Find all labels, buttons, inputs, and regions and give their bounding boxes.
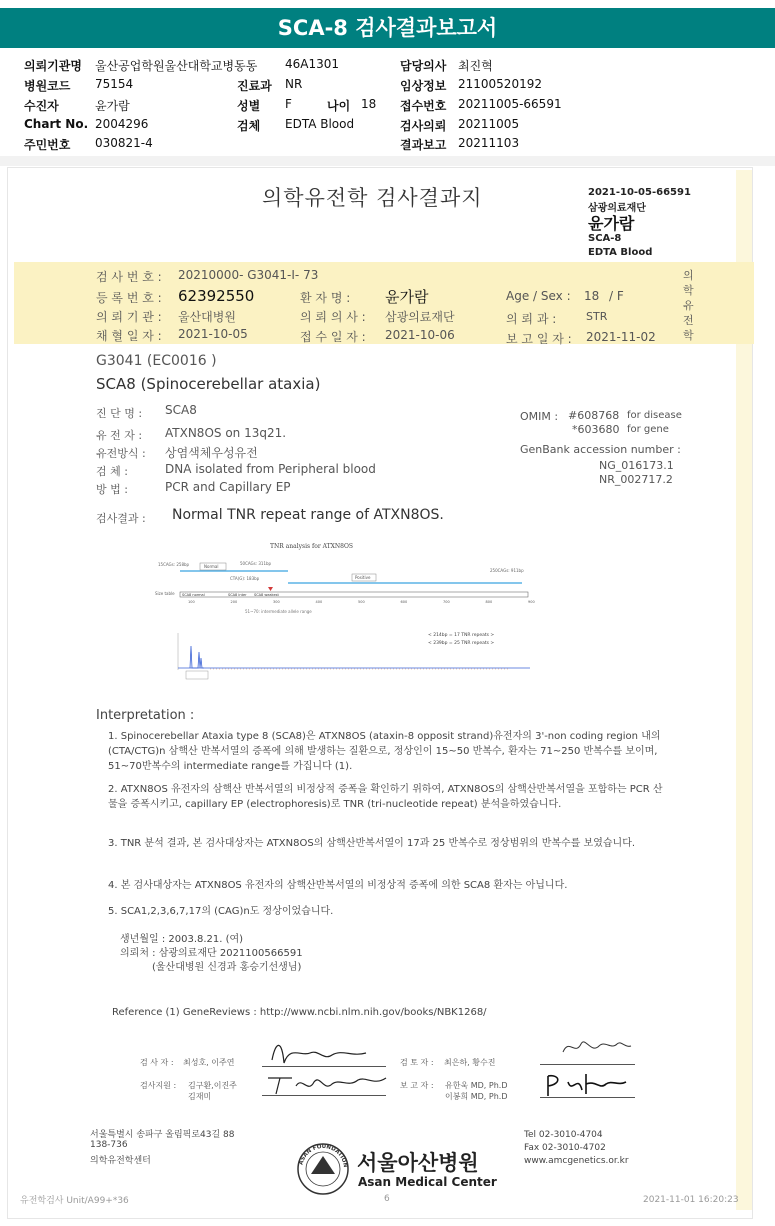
label-250cag: 250CAGs: 911bp <box>490 568 524 573</box>
doc-id: 2021-10-05-66591 <box>588 187 691 198</box>
fax: Fax 02-3010-4702 <box>524 1143 606 1153</box>
page-number: 6 <box>384 1194 390 1204</box>
header-label: 검사의뢰 <box>400 119 447 133</box>
omim-disease: #608768 <box>568 409 620 422</box>
interp-item-4: 4. 본 검사대상자는 ATXN8OS 유전자의 삼핵산반복서열의 비정상적 증폭에 의한 SCA8 환자는 아닙니다. <box>108 880 568 891</box>
support-names-2: 김재미 <box>188 1092 212 1101</box>
reporter-signature <box>540 1068 630 1100</box>
header-value: 20211103 <box>458 136 520 150</box>
exam-no: 20210000- G3041-I- 73 <box>178 268 319 282</box>
collect-label: 채 혈 일 자 : <box>96 329 162 343</box>
peak-label-2: < 239bp = 25 TNR repeats > <box>428 641 495 646</box>
header-value: 20211005 <box>458 117 520 131</box>
reviewer-sign-line <box>540 1064 635 1065</box>
label-cta: CTA(G): 183bp <box>230 576 260 581</box>
header-value: F <box>285 97 292 111</box>
marker-arrow <box>268 587 273 591</box>
header-value: 18 <box>361 97 377 111</box>
header-value: 20211005-66591 <box>458 97 562 111</box>
specimen-label: EDTA Blood <box>588 247 653 258</box>
header-value: 46A1301 <box>285 57 340 71</box>
gene-value: ATXN8OS on 13q21. <box>165 426 287 440</box>
ref-org-label: 의 뢰 기 관 : <box>96 310 162 324</box>
omim-label: OMIM : <box>520 410 559 423</box>
report-label: 보 고 일 자 : <box>506 332 572 346</box>
size-tick-label: 800 <box>485 600 493 604</box>
test-code: G3041 (EC0016 ) <box>96 353 217 369</box>
interp-title: Interpretation : <box>96 708 195 723</box>
exam-no-label: 검 사 번 호 : <box>96 270 162 284</box>
header-label: 수진자 <box>24 99 59 113</box>
specimen-label: 검 체 : <box>96 465 128 478</box>
ref-doc-label: 의 뢰 의 사 : <box>300 310 366 324</box>
support-names-1: 김구환,이진주 <box>188 1081 237 1090</box>
header-label: Chart No. <box>24 117 89 131</box>
label-50cag: 50CAGs: 311bp <box>240 561 272 566</box>
peak-box <box>186 671 208 679</box>
specimen-value: DNA isolated from Peripheral blood <box>165 462 376 476</box>
side-label: 의학유전학 <box>683 269 694 342</box>
size-ticks <box>188 600 535 604</box>
inherit-label: 유전방식 : <box>96 447 146 460</box>
website: www.amcgenetics.or.kr <box>524 1156 629 1166</box>
seg-weakest: SCA8 weakest <box>254 593 279 597</box>
patient-name: 윤가람 <box>385 288 429 306</box>
peak-trace <box>190 646 204 668</box>
reviewer-label: 검 토 자 : <box>400 1058 434 1067</box>
omim-disease-note: for disease <box>627 410 682 421</box>
header-value: 21100520192 <box>458 77 542 91</box>
requester-line: 의뢰처 : 삼광의료재단 2021100566591 <box>120 948 303 959</box>
hospital-name-ko: 서울아산병원 <box>357 1151 479 1175</box>
support-label: 검사지원 : <box>140 1081 177 1090</box>
result-value: Normal TNR repeat range of ATXN8OS. <box>172 507 444 523</box>
reporter-name-2: 이봉희 MD, Ph.D <box>445 1092 508 1101</box>
header-value: NR <box>285 77 303 91</box>
interp-item-1: 1. Spinocerebellar Ataxia type 8 (SCA8)은 ATXN8OS (ataxin-8 opposit strand)유전자의 3'-non coding region 내의 (CTA/CTG)n 삼핵산 반복서열의 증폭에 의해 발생하는 질환으로, 정상인이 15~50 반복수, 환자는 71~250 반복수를 보이며, 51~70반복수의 intermediate range를 가집니다 (1). <box>108 731 661 772</box>
address-1: 서울특별시 송파구 올림픽로43길 88 <box>90 1130 235 1140</box>
header-label: 주민번호 <box>24 138 71 152</box>
genbank-2: NR_002717.2 <box>599 473 673 486</box>
address-2: 138-736 <box>90 1140 128 1150</box>
collect-date: 2021-10-05 <box>178 327 248 341</box>
header-label: 의뢰기관명 <box>24 59 82 73</box>
inherit-value: 상염색체우성유전 <box>165 446 258 460</box>
seg-inter: SCA8 inter <box>228 593 247 597</box>
dept-value: STR <box>586 310 608 323</box>
test-code-label: SCA-8 <box>588 233 622 244</box>
size-tick-label: 200 <box>230 600 238 604</box>
method-value: PCR and Capillary EP <box>165 480 291 494</box>
tnr-analysis-figure <box>150 538 550 688</box>
tester-sign-line <box>262 1066 386 1067</box>
figure-title: TNR analysis for ATXN8OS <box>270 543 353 550</box>
patient-label: 환 자 명 : <box>300 291 351 305</box>
reference: Reference (1) GeneReviews : http://www.ncbi.nlm.nih.gov/books/NBK1268/ <box>112 1007 487 1018</box>
diag-label: 진 단 명 : <box>96 407 143 420</box>
seal-text: ASAN FOUNDATION <box>298 1143 349 1168</box>
requester-line-2: (울산대병원 신경과 홍승기선생님) <box>152 962 302 973</box>
report-date: 2021-11-02 <box>586 330 656 344</box>
reporter-label: 보 고 자 : <box>400 1081 434 1090</box>
method-label: 방 법 : <box>96 483 128 496</box>
receive-date: 2021-10-06 <box>385 328 455 342</box>
normal-text: Normal <box>204 564 219 569</box>
omim-gene-note: for gene <box>627 424 669 435</box>
hospital-name-en: Asan Medical Center <box>358 1175 497 1189</box>
ref-doc: 삼광의료재단 <box>385 310 455 324</box>
header-value: 윤가람 <box>95 99 130 113</box>
age-sex-label: Age / Sex : <box>506 289 571 303</box>
seg-normal: SCA8 normal <box>182 593 205 597</box>
dob-line: 생년월일 : 2003.8.21. (여) <box>120 934 244 945</box>
gene-label: 유 전 자 : <box>96 429 143 442</box>
header-value: 울산공업학원울산대학교병동동 <box>95 59 258 73</box>
header-label: 임상정보 <box>400 79 447 93</box>
reg-no: 62392550 <box>178 287 255 305</box>
header-label: 담당의사 <box>400 59 447 73</box>
interp-item-3: 3. TNR 분석 결과, 본 검사대상자는 ATXN8OS의 삼핵산반복서열이 17과 25 반복수로 정상범위의 반복수를 보였습니다. <box>108 838 636 849</box>
interp-item-5: 5. SCA1,2,3,6,7,17의 (CAG)n도 정상이었습니다. <box>108 906 334 917</box>
size-tick-label: 700 <box>443 600 450 604</box>
interp-item-2: 2. ATXN8OS 유전자의 삼핵산 반복서열의 비정상적 증폭을 확인하기 위하여, ATXN8OS의 삼핵산반복서열을 포함하는 PCR 산물을 증폭시키고, capillary EP (electrophoresis)로 TNR (tri-nucleotide repeat) 분석을하였습니다. <box>108 784 663 810</box>
ref-org: 울산대병원 <box>178 310 236 324</box>
header-value: 최진혁 <box>458 59 493 73</box>
header-label: 병원코드 <box>24 79 71 93</box>
test-name: SCA8 (Spinocerebellar ataxia) <box>96 375 321 393</box>
unit-code: 유전학검사 Unit/A99+*36 <box>20 1196 129 1206</box>
header-label: 결과보고 <box>400 138 447 152</box>
omim-gene: *603680 <box>572 423 620 436</box>
intermediate-note: 51~70: intermediate allele range <box>245 609 312 614</box>
size-tick-label: 300 <box>273 600 280 604</box>
label-15cag: 15CAGs: 258bp <box>158 562 190 567</box>
reporter-name-1: 유한욱 MD, Ph.D <box>445 1081 508 1090</box>
size-tick-label: 900 <box>528 600 535 604</box>
divider <box>0 156 775 166</box>
tester-label: 검 사 자 : <box>140 1058 174 1067</box>
header-label: 접수번호 <box>400 99 447 113</box>
size-tick-label: 100 <box>188 600 195 604</box>
address-3: 의학유전학센터 <box>90 1156 151 1166</box>
genbank-label: GenBank accession number : <box>520 443 681 456</box>
header-label: 성별 <box>237 99 261 113</box>
report-title: SCA-8 검사결과보고서 <box>0 8 775 48</box>
age-value: 18 <box>584 289 600 303</box>
asan-foundation-seal <box>296 1142 350 1196</box>
reporter-sign-line <box>540 1097 635 1098</box>
doc-title: 의학유전학 검사결과지 <box>262 186 483 210</box>
tel: Tel 02-3010-4704 <box>524 1130 603 1140</box>
peak-label-1: < 214bp = 17 TNR repeats > <box>428 633 495 638</box>
result-label: 검사결과 : <box>96 512 146 525</box>
header-label: 나이 <box>327 99 351 113</box>
reviewer-names: 최은하, 황수진 <box>444 1058 496 1067</box>
size-table-label: Size table <box>155 591 175 596</box>
patient-name-large: 윤가람 <box>588 214 635 233</box>
genbank-1: NG_016173.1 <box>599 459 674 472</box>
diag-value: SCA8 <box>165 403 197 417</box>
reg-no-label: 등 록 번 호 : <box>96 291 162 305</box>
support-signature <box>262 1068 392 1098</box>
receive-label: 접 수 일 자 : <box>300 330 366 344</box>
header-value: 030821-4 <box>95 136 153 150</box>
positive-text: Positive <box>355 575 371 580</box>
tester-signature <box>262 1035 372 1070</box>
dept-label: 의 뢰 과 : <box>506 312 557 326</box>
tester-names: 최성호, 이주연 <box>183 1058 235 1067</box>
header-value: 75154 <box>95 77 134 91</box>
sex-value: / F <box>609 289 624 303</box>
lab-name: 삼광의료재단 <box>588 203 646 214</box>
header-label: 검체 <box>237 119 261 133</box>
size-tick-label: 500 <box>358 600 365 604</box>
timestamp: 2021-11-01 16:20:23 <box>643 1195 739 1205</box>
support-sign-line <box>262 1095 386 1096</box>
header-value: 2004296 <box>95 117 149 131</box>
header-value: EDTA Blood <box>285 117 355 131</box>
header-label: 진료과 <box>237 79 272 93</box>
size-tick-label: 600 <box>400 600 408 604</box>
size-tick-label: 400 <box>315 600 323 604</box>
reviewer-signature <box>555 1032 635 1062</box>
